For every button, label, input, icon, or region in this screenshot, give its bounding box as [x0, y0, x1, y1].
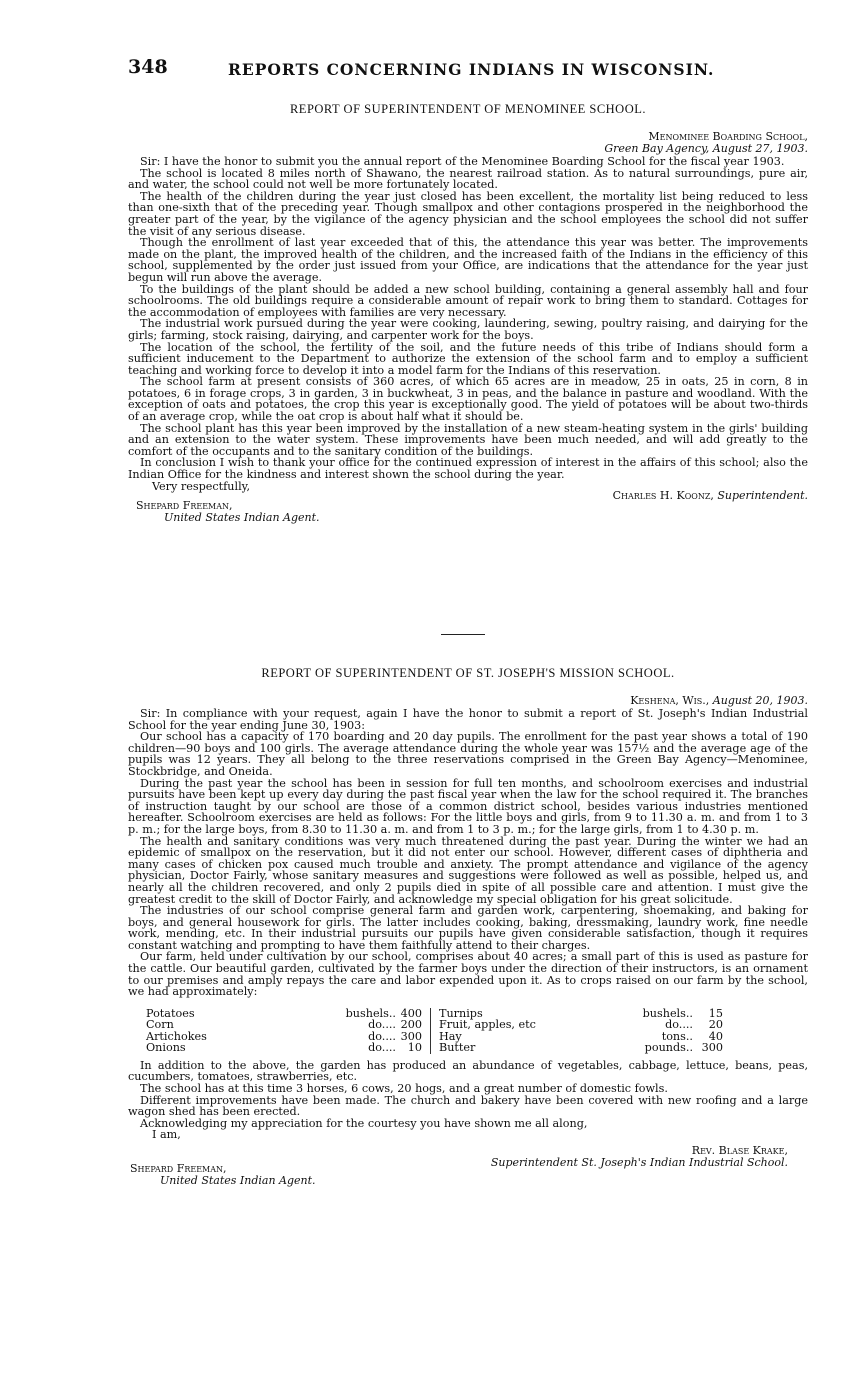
recipient-title: United States Indian Agent. [164, 511, 320, 525]
paragraph: During the past year the school has been in session for full ten months, and schoolroom exercises and industrial pursuits have been kept up every day during the past fiscal year when the law for the school required it. The branches of instruction taught by our school are those of a common district school, besides various industries mentioned hereafter. Schoolroom exercises are held as follows: For the little boys and girls, from 9 to 11.30 a. m. and from 1 to 3 p. m.; for the large boys, from 8.30 to 11.30 a. m. and from 1 to 3 p. m.; for the large girls, from 1 to 4.30 p. m. [128, 776, 808, 836]
paragraph: The school is located 8 miles north of Shawano, the nearest railroad station. As to natural surroundings, pure air, and water, the school could not well be more fortunately located. [128, 166, 808, 192]
paragraph: In addition to the above, the garden has produced an abundance of vegetables, cabbage, lettuce, beans, peas, cucumbers, tomatoes, strawberries, etc. [128, 1058, 808, 1084]
paragraph: The school farm at present consists of 360 acres, of which 65 acres are in meadow, 25 in oats, 25 in corn, 8 in potatoes, 6 in forage crops, 3 in garden, 3 in buckwheat, 3 in peas, and the balance in pasture and woodland. With the exception of oats and potatoes, the crop this year is exceptionally good. The yield of potatoes will be about two-thirds of an average crop, while the oat crop is about half what it should be. [128, 375, 808, 424]
table-row [146, 1019, 723, 1031]
signer-name: Charles H. Koonz, [612, 489, 714, 503]
page-header [128, 56, 818, 82]
crop-item: Butter [431, 1042, 630, 1054]
paragraph: To the buildings of the plant should be added a new school building, containing a general assembly hall and four schoolrooms. The old buildings require a considerable amount of repair work to bring them to standard. Cottages for the accommodation of employees with families are very necessary. [128, 282, 808, 319]
recipient [128, 500, 808, 524]
crop-qty: 10 [407, 1041, 422, 1055]
crop-unit: do.... [368, 1029, 396, 1043]
crop-qty: 20 [708, 1018, 723, 1032]
paragraph: The industrial work pursued during the year were cooking, laundering, sewing, poultry raising, and dairying for the girls; farming, stock raising, dairying, and carpenter work for the boys. [128, 317, 808, 342]
signer-name: Rev. Blase Krake, [691, 1144, 788, 1157]
report-st-josephs [128, 666, 808, 1187]
paragraph: In conclusion I wish to thank your office for the continued expression of interest in the affairs of this school; also the Indian Office for the kindness and interest shown the school during the year. [128, 456, 808, 482]
crop-unit: tons.. [661, 1029, 693, 1043]
crop-qty: 400 [400, 1006, 422, 1020]
dateline-place: Menominee Boarding School, [648, 130, 808, 143]
crop-item: Hay [431, 1031, 630, 1043]
report-menominee [128, 102, 808, 524]
paragraph: The health of the children during the year just closed has been excellent, the mortality list being reduced to less than one-sixth that of the preceding year. Though smallpox and other contagions prospered in the neighborhood the greater part of the year, by the vigilance of the agency physician and the school employees the school did not suffer the visit of any serious disease. [128, 189, 808, 238]
paragraph: Our school has a capacity of 170 boarding and 20 day pupils. The enrollment for the past year shows a total of 190 children—90 boys and 100 girls. The average attendance during the whole year was 157½ and the average age of the pupils was 12 years. They all belong to the three reservations comprised in the Green Bay Agency—Menominee, Stockbridge, and Oneida. [128, 730, 808, 778]
report-body [128, 156, 808, 492]
crop-qty: 15 [708, 1006, 723, 1020]
table-row [146, 1031, 723, 1043]
table-row [146, 1042, 723, 1054]
crop-item: Potatoes [146, 1006, 195, 1020]
section-divider [441, 634, 485, 635]
page-number: 348 [128, 56, 168, 78]
dateline-date: August 20, 1903. [712, 694, 808, 707]
crop-unit: do.... [368, 1041, 396, 1055]
dateline-place: Keshena, Wis., [630, 694, 710, 707]
paragraph: Sir: I have the honor to submit you the annual report of the Menominee Boarding School for the fiscal year 1903. [140, 155, 785, 168]
crop-item: Onions [146, 1041, 186, 1055]
paragraph: Acknowledging my appreciation for the courtesy you have shown me all along, [140, 1116, 588, 1130]
crop-item: Turnips [431, 1008, 630, 1020]
paragraph: The industries of our school comprise general farm and garden work, carpentering, shoemaking, and baking for boys, and general housework for girls. The latter includes cooking, baking, dressmaking, laundry work, fine needle work, mending, etc. In their industrial pursuits our pupils have given considerable satisfaction, though it requires constant watching and prompting to have them faithfully attend to their charges. [128, 904, 808, 952]
report-body [128, 708, 808, 998]
crop-qty: 200 [400, 1018, 422, 1032]
closing: I am, [152, 1128, 181, 1142]
crop-unit: pounds.. [644, 1041, 693, 1055]
table-row [146, 1008, 723, 1020]
paragraph: The school has at this time 3 horses, 6 cows, 20 hogs, and a great number of domestic fowls. [140, 1082, 668, 1096]
paragraph: The health and sanitary conditions was very much threatened during the past year. During the winter we had an epidemic of smallpox on the reservation, but it did not enter our school. However, different cases of diphtheria and many cases of chicken pox caused much trouble and anxiety. The prompt attendance and vigilance of the agency physician, Doctor Fairly, whose sanitary measures and suggestions were followed as well as possible, helped us, and nearly all the children recovered, and only 2 pupils died in spite of all possible care and attention. I must give the greatest credit to the skill of Doctor Fairly, and acknowledge my special obligation for his great solicitude. [128, 834, 808, 906]
paragraph: The school plant has this year been improved by the installation of a new steam-heating system in the girls' building and an extension to the water system. These improvements have been much needed, and will add greatly to the comfort of the occupants and to the sanitary condition of the buildings. [128, 421, 808, 458]
crop-qty: 300 [400, 1029, 422, 1043]
report-title: REPORT OF SUPERINTENDENT OF ST. JOSEPH'S MISSION SCHOOL. [261, 666, 675, 680]
paragraph: Different improvements have been made. The church and bakery have been covered with new roofing and a large wagon shed has been erected. [128, 1093, 808, 1119]
signer-title: Superintendent St. Joseph's Indian Industrial School. [490, 1156, 788, 1169]
recipient-title: United States Indian Agent. [160, 1174, 316, 1187]
paragraph: Though the enrollment of last year exceeded that of this, the attendance this year was better. The improvements made on the plant, the improved health of the children, and the increased faith of the Indians in the efficiency of this school, supplemented by the order just issued from your Office, are indications that the attendance for the year just begun will run above the average. [128, 236, 808, 284]
crop-item: Corn [146, 1018, 174, 1032]
dateline-date: Green Bay Agency, August 27, 1903. [604, 142, 808, 155]
dateline [128, 695, 808, 707]
crop-item: Fruit, apples, etc [431, 1019, 630, 1031]
signer-title: Superintendent. [717, 489, 808, 503]
report-body-continued [128, 1060, 808, 1141]
crop-unit: do.... [665, 1018, 693, 1032]
crops-table-grid [146, 1008, 723, 1054]
recipient-name: Shepard Freeman, [130, 1162, 227, 1175]
crop-unit: do.... [368, 1018, 396, 1032]
crop-item: Artichokes [146, 1029, 207, 1043]
recipient-name: Shepard Freeman, [136, 499, 233, 513]
crop-qty: 40 [708, 1029, 723, 1043]
paragraph: The location of the school, the fertility of the soil, and the future needs of this tribe of Indians should form a sufficient inducement to the Department to authorize the extension of the school farm and to employ a sufficient teaching and working force to develop it into a model farm for the Indians of this reservation. [128, 340, 808, 377]
dateline [128, 131, 808, 155]
paragraph: Sir: In compliance with your request, again I have the honor to submit a report of St. Joseph's Indian Industrial School for the year ending June 30, 1903: [128, 707, 808, 732]
paragraph: Our farm, held under cultivation by our school, comprises about 40 acres; a small part of this is used as pasture for the cattle. Our beautiful garden, cultivated by the farmer boys under the direction of their instructors, is an ornament to our premises and amply repays the care and labor expended upon it. As to crops raised on our farm by the school, we had approximately: [128, 950, 808, 999]
closing: Very respectfully, [152, 479, 251, 493]
crop-qty: 300 [701, 1041, 723, 1055]
crop-unit: bushels.. [642, 1006, 693, 1020]
report-title: REPORT OF SUPERINTENDENT OF MENOMINEE SCHOOL. [289, 102, 647, 116]
crop-unit: bushels.. [345, 1006, 396, 1020]
crops-table [128, 1008, 808, 1054]
running-title: REPORTS CONCERNING INDIANS IN WISCONSIN. [228, 60, 715, 79]
